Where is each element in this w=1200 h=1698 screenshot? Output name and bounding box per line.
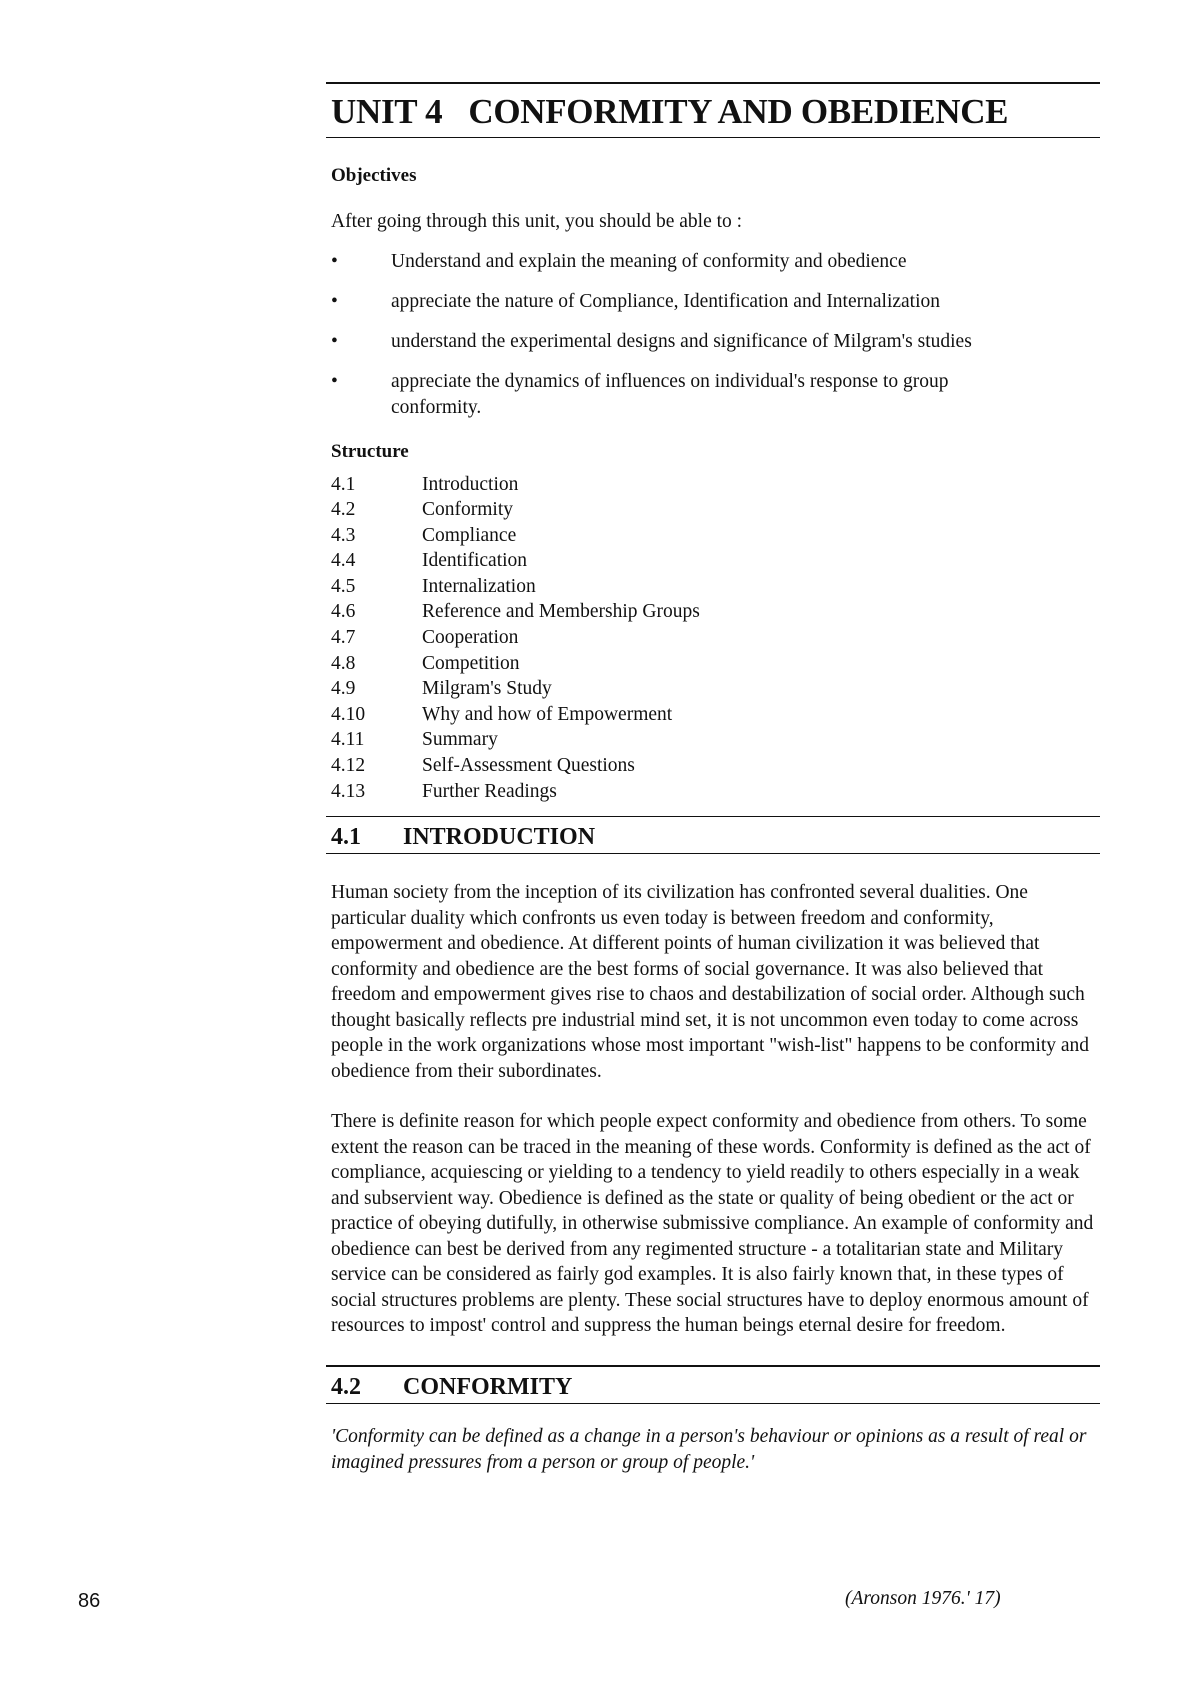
list-item: • Understand and explain the meaning of conformity and obedience (331, 249, 1100, 275)
list-item: • understand the experimental designs and significance of Milgram's studies (331, 329, 1100, 355)
toc-row: 4.13 Further Readings (331, 780, 557, 802)
section-heading-conformity: 4.2 CONFORMITY (331, 1373, 573, 1400)
list-item: • appreciate the dynamics of influences on individual's response to group conformity. (331, 370, 949, 418)
toc-row: 4.2 Conformity (331, 499, 513, 521)
toc-row: 4.12 Self-Assessment Questions (331, 755, 635, 777)
toc-row: 4.8 Competition (331, 652, 520, 674)
objectives-intro: After going through this unit, you should be able to : (331, 211, 743, 232)
objectives-heading: Objectives (331, 165, 417, 186)
conformity-quote: 'Conformity can be defined as a change in a person's behaviour or opinions as a result of real or imagined pressures from a person or group of people.' (331, 1425, 1087, 1473)
bullet-icon: • (331, 370, 338, 392)
page-number: 86 (78, 1590, 101, 1612)
toc-row: 4.7 Cooperation (331, 627, 519, 649)
structure-list (331, 472, 1100, 805)
section-4-1-bottom-rule (326, 853, 1100, 854)
title-bottom-rule (326, 137, 1100, 138)
toc-row: 4.9 Milgram's Study (331, 678, 552, 700)
toc-row: 4.6 Reference and Membership Groups (331, 601, 700, 623)
section-heading-introduction: 4.1 INTRODUCTION (331, 824, 596, 851)
toc-row: 4.11 Summary (331, 729, 498, 751)
toc-row: 4.1 Introduction (331, 473, 519, 495)
toc-row: 4.10 Why and how of Empowerment (331, 703, 673, 725)
intro-paragraph-2: There is definite reason for which people expect conformity and obedience from others. To some extent the reason can be traced in the meaning of these words. Conformity is defined as the act of compliance, acquiescing or yielding to a tendency to yield readily to others especially in a weak and subservient way. Obedience is defined as the state or quality of being obedient or the act or practice of obeying dutifully, in otherwise submissive compliance. An example of conformity and obedience can best be derived from any regimented structure - a totalitarian state and Military service can be considered as fairly god examples. It is also fairly known that, in these types of social structures problems are plenty. These social structures have to deploy enormous amount of resources to impost' control and suppress the human beings eternal desire for freedom. (331, 1111, 1094, 1337)
unit-title-text: CONFORMITY AND OBEDIENCE (468, 92, 1009, 131)
section-4-2-bottom-rule (326, 1403, 1100, 1404)
list-item: • appreciate the nature of Compliance, Identification and Internalization (331, 289, 1100, 315)
objectives-list (326, 249, 1100, 421)
toc-row: 4.3 Compliance (331, 524, 517, 546)
unit-number: UNIT 4 (331, 92, 443, 131)
toc-row: 4.5 Internalization (331, 575, 536, 597)
bullet-icon: • (331, 250, 338, 272)
unit-title (326, 84, 1100, 137)
quote-citation: (Aronson 1976.' 17) (845, 1588, 1001, 1609)
intro-paragraph-1: Human society from the inception of its civilization has confronted several dualities. One particular duality which confronts us even today is between freedom and conformity, empowerment and obedience. At different points of human civilization it was believed that conformity and obedience are the best forms of social governance. It was also believed that freedom and empowerment gives rise to chaos and destabilization of social order. Although such thought basically reflects pre industrial mind set, it is not uncommon even today to come across people in the work organizations whose most important "wish-list" happens to be conformity and obedience from their subordinates. (331, 882, 1090, 1082)
bullet-icon: • (331, 330, 338, 352)
structure-heading: Structure (331, 440, 409, 462)
page-body (326, 82, 1100, 1476)
toc-row: 4.4 Identification (331, 550, 528, 572)
bullet-icon: • (331, 290, 338, 312)
